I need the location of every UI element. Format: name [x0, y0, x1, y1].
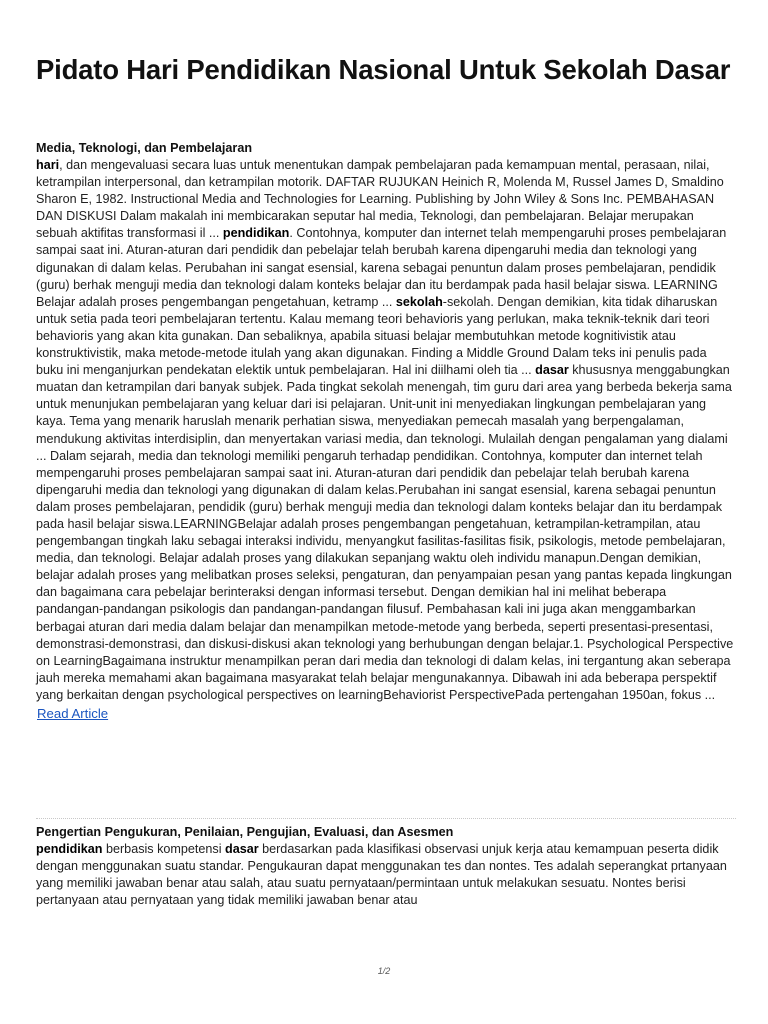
- excerpt-text: . Contohnya, komputer dan internet telah mempengaruhi proses pembelajaran sampai saat ini. Aturan-aturan dari pendidik dan pebelajar telah berubah karena dipengaruhi media dan teknologi yang digunakan di dalam kelas. Perubahan ini sangat esensial, karena sebagai penuntun dalam proses pembelajaran, pendidik (guru) berhak menguji media dan teknologi dalam konteks belajar dan itu berdampak pada hasil belajar siswa. LEARNING Belajar adalah proses pengembangan pengetahuan, ketramp ...: [36, 226, 727, 309]
- read-article-link[interactable]: Read Article: [37, 706, 109, 721]
- article-section-pengukuran: [36, 824, 736, 909]
- document-page: [36, 0, 736, 908]
- highlight-term: pendidikan: [222, 226, 290, 241]
- highlight-term: hari: [36, 158, 60, 172]
- section-excerpt: [36, 157, 736, 704]
- highlight-term: sekolah: [395, 294, 443, 309]
- document-title: Pidato Hari Pendidikan Nasional Untuk Sekolah Dasar: [36, 54, 731, 85]
- excerpt-text: berbasis kompetensi: [102, 842, 225, 856]
- excerpt-text: -sekolah. Dengan demikian, kita tidak diharuskan untuk setia pada teori pembelajaran tertentu. Kalau memang teori behavioris yang perlukan, maka teknik-teknik dari teori behavioris yang akan kita gunakan. Dan sebaliknya, apabila situasi belajar membutuhkan metode kognitivistik atau konstruktivistik, maka metode-metode itulah yang akan digunakan. Finding a Middle Ground Dalam teks ini penulis pada buku ini menganjurkan pendekatan elektik untuk pembelajaran. Hal ini diilhami oleh tia ...: [36, 294, 718, 378]
- section-excerpt: [36, 841, 736, 909]
- excerpt-text: berdasarkan pada klasifikasi observasi unjuk kerja atau kemampuan peserta didik dengan menggunakan suatu standar. Pengukauran dapat menggunakan tes dan nontes. Tes adalah seperangkat prtanyaan yang memiliki jawaban benar atau salah, atau suatu pernyataan/permintaan untuk melakukan sesuatu. Nontes berisi pertanyaan atau pernyataan yang tidak memiliki jawaban benar atau: [36, 842, 727, 908]
- highlight-term: dasar: [225, 842, 259, 856]
- excerpt-text: , dan mengevaluasi secara luas untuk menentukan dampak pembelajaran pada kemampuan mental, perasaan, nilai, ketrampilan interpersonal, dan ketrampilan motorik. DAFTAR RUJUKAN Heinich R, Molenda M, Russel James D, Smaldino Sharon E, 1982. Instructional Media and Technologies for Learning. Publishing by John Wiley & Sons Inc. PEMBAHASAN DAN DISKUSI Dalam makalah ini membicarakan seputar hal media, Teknologi, dan pembelajaran. Belajar merupakan sebuah aktifitas transformasi il ...: [36, 158, 724, 241]
- highlight-term: pendidikan: [36, 842, 103, 856]
- article-section-media: [36, 140, 736, 723]
- section-heading: Pengertian Pengukuran, Penilaian, Pengujian, Evaluasi, dan Asesmen: [36, 825, 454, 839]
- page-number: 1/2: [377, 966, 391, 976]
- section-divider: [36, 818, 736, 819]
- section-heading: Media, Teknologi, dan Pembelajaran: [36, 141, 253, 155]
- highlight-term: dasar: [535, 363, 569, 378]
- excerpt-text: khususnya menggabungkan muatan dan ketrampilan dari banyak subjek. Pada tingkat sekolah menengah, tim guru dari area yang berbeda bekerja sama untuk menunjukan pembelajaran yang keluar dari isi pelajaran. Unit-unit ini menyediakan lingkungan pembelajaran yang kaya. Tema yang menarik haruslah menarik perhatian siswa, menyediakan pemecah masalah yang berpengalaman, mendukung aktivitas interdisiplin, dan menyertakan variasi media, dan teknologi. Mulailah dengan pengalaman yang dialami ... Dalam sejarah, media dan teknologi memiliki pengaruh terhadap pendidikan. Contohnya, komputer dan internet telah mempengaruhi proses pembelajaran sampai saat ini. Aturan-aturan dari pendidik dan pebelajar telah berubah karena dipengaruhi media dan teknologi yang digunakan di dalam kelas.Perubahan ini sangat esensial, karena sebagai penuntun dalam proses pembelajaran, pendidik (guru) berhak menguji media dan teknologi dalam konteks belajar dan itu berdampak pada hasil belajar siswa.LEARNINGBelajar adalah proses pengembangan pengetahuan, ketrampilan-ketrampilan, atau pengembangan tingkah laku sebagai interaksi individu, menyangkut fasilitas-fasilitas fisik, psikologis, metode pembelajaran, media, dan teknologi. Belajar adalah proses yang dilakukan sepanjang waktu oleh individu manapun.Dengan demikian, belajar adalah proses yang melibatkan proses seleksi, pengaturan, dan penyampaian pesan yang pantas kepada lingkungan dan bagaimana cara pebelajar berinteraksi dengan informasi tersebut. Dengan demikian hal ini melihat beberapa pandangan-pandangan psikologis dan pandangan-pandangan filusuf. Pembahasan kali ini juga akan menggambarkan berbagai aturan dari media dalam belajar dan menampilkan metode-metode yang berbeda, seperti presentasi-presentasi, demonstrasi-demonstrasi, dan diskusi-diskusi akan teknologi yang berhubungan dengan belajar.1. Psychological Perspective on LearningBagaimana instruktur menampilkan peran dari media dan teknologi di dalam kelas, ini tergantung akan seberapa jauh mereka memahami akan bagaimana masyarakat telah belajar mengunakannya. Dibawah ini ada beberapa perspektif yang berkaitan dengan psychological perspectives on learningBehaviorist PerspectivePada pertengahan 1950an, fokus ...: [36, 363, 734, 702]
